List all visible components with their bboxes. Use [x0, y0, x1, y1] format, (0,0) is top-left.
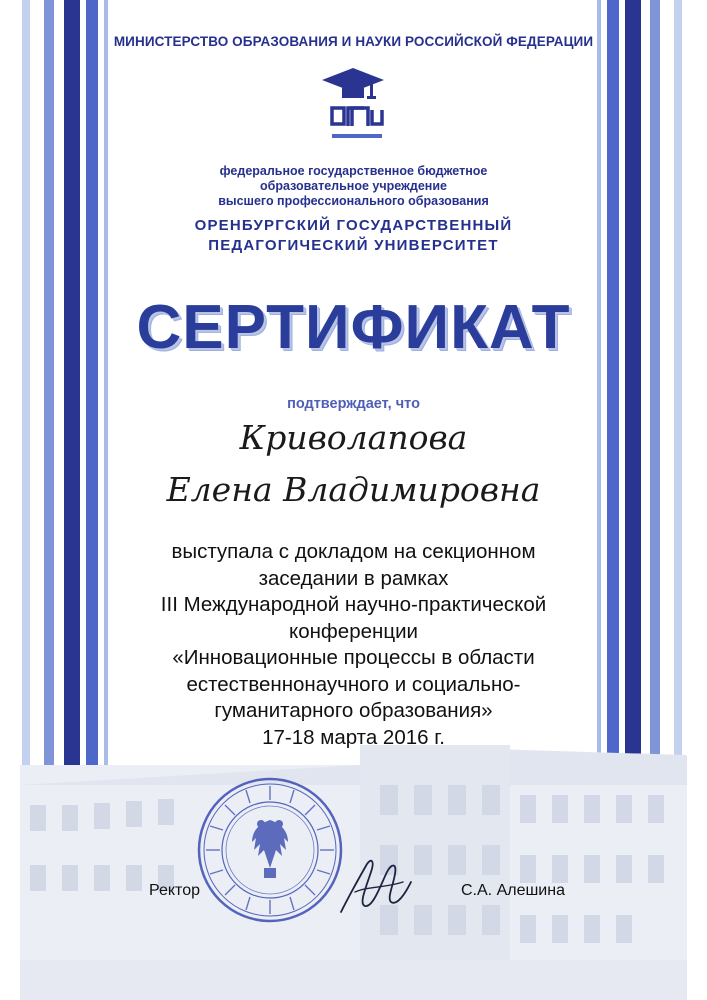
institution-type-line: образовательное учреждение: [260, 179, 447, 193]
signatory-role: Ректор: [149, 882, 200, 899]
event-date: 17-18 марта 2016 г.: [262, 725, 445, 749]
certificate-title: СЕРТИФИКАТ: [136, 293, 571, 362]
confirms-text: подтверждает, что: [287, 396, 420, 412]
signatory-name: С.А. Алешина: [461, 882, 565, 899]
university-logo-icon: [318, 64, 388, 154]
body-line: III Международной научно-практической: [160, 593, 547, 616]
body-line: «Инновационные процессы в области: [172, 646, 535, 669]
recipient-given-names: Елена Владимировна: [166, 470, 541, 509]
official-seal-icon: [196, 776, 344, 924]
institution-type-line: федеральное государственное бюджетное: [219, 164, 488, 178]
body-line: конференции: [289, 619, 418, 643]
university-name: [0, 216, 707, 256]
body-line: естественнонаучного и социально-: [186, 672, 521, 696]
body-line: выступала с докладом на секционном: [171, 540, 536, 563]
university-name-line: ПЕДАГОГИЧЕСКИЙ УНИВЕРСИТЕТ: [208, 237, 499, 254]
university-name-line: ОРЕНБУРГСКИЙ ГОСУДАРСТВЕННЫЙ: [194, 217, 513, 234]
certificate-body: [0, 539, 707, 751]
body-line: заседании в рамках: [258, 566, 449, 590]
body-line: гуманитарного образования»: [214, 699, 493, 722]
rector-signature: [335, 842, 415, 922]
recipient-surname: Криволапова: [239, 418, 468, 457]
institution-type-line: высшего профессионального образования: [218, 194, 489, 208]
ministry-header: МИНИСТЕРСТВО ОБРАЗОВАНИЯ И НАУКИ РОССИЙСКОЙ ФЕДЕРАЦИИ: [113, 34, 594, 49]
institution-type: [0, 164, 707, 209]
